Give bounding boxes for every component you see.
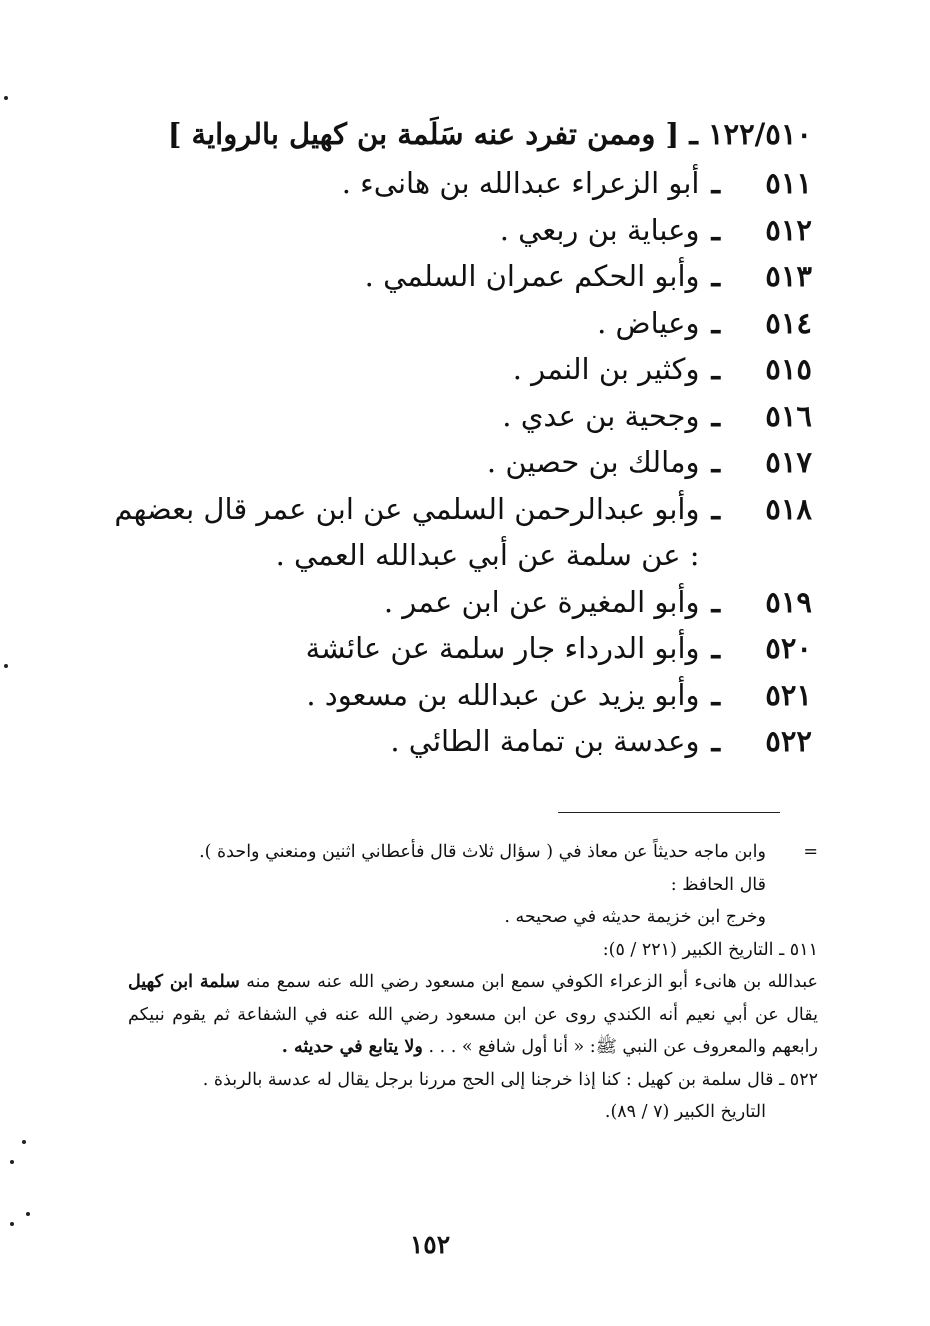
list-item <box>112 160 812 207</box>
entry-text: وأبو يزيد عن عبدالله بن مسعود . <box>306 677 700 712</box>
entry-dash: ـ <box>711 305 720 340</box>
entry-text: وعياض . <box>597 305 700 340</box>
entry-number: ٥١٩ <box>765 584 812 619</box>
page-number: ١٥٢ <box>409 1230 451 1259</box>
entry-number: ٥١٣ <box>765 259 812 293</box>
list-item <box>112 346 812 393</box>
entry-dash: ـ <box>711 631 720 665</box>
entry-number: ٥١٥ <box>765 352 812 386</box>
footnote-511-head: ٥١١ ـ التاريخ الكبير (٢٢١ / ٥): <box>602 939 818 960</box>
entry-number: ٥٢١ <box>765 677 812 712</box>
scan-speck <box>4 96 8 100</box>
footnote-bold-text: سلمة ابن كهيل <box>128 972 240 992</box>
scan-speck <box>22 1140 26 1144</box>
entry-dash: ـ <box>711 352 720 386</box>
footnote-text: يقال عن أبي نعيم أنه الكندي روى عن ابن مسعود رضي الله عنه في الشفاعة ثم يقوم نبيكم رابعهم والمعروف عن النبي ﷺ: « أنا أول شافع » . . . <box>128 1004 818 1057</box>
entry-number: ٥١٢ <box>765 212 812 247</box>
entry-dash: ـ <box>711 677 720 712</box>
scan-speck <box>10 1160 14 1164</box>
entry-dash: ـ <box>711 398 720 433</box>
footnote-continued <box>128 836 818 869</box>
continuation-marker: = <box>803 842 818 862</box>
entry-dash: ـ <box>711 445 720 479</box>
entry-text: ومالك بن حصين . <box>486 445 700 479</box>
entry-number: ٥٢٠ <box>765 631 812 665</box>
list-item <box>112 300 812 347</box>
list-item <box>112 253 812 300</box>
entry-number: ٥١١ <box>765 166 812 200</box>
entry-number: ٥١٦ <box>765 398 812 433</box>
list-item <box>112 625 812 672</box>
entry-number: ٥١٧ <box>765 445 812 479</box>
list-item <box>112 718 812 765</box>
entry-text: وجحية بن عدي . <box>502 398 700 433</box>
footnote-text: عبدالله بن هانىء أبو الزعراء الكوفي سمع ابن مسعود رضي الله عنه سمع منه <box>246 972 818 992</box>
footnote-text: التاريخ الكبير (٧ / ٨٩). <box>604 1102 766 1122</box>
entry-dash: ـ <box>711 212 720 247</box>
entry-text: أبو الزعراء عبدالله بن هانىء . <box>341 166 700 200</box>
footnote-511-body <box>128 966 818 1064</box>
footnote-text: وخرج ابن خزيمة حديثه في صحيحه . <box>504 907 766 927</box>
entry-dash: ـ <box>711 166 720 200</box>
footnote-bold-text: ولا يتابع في حديثه . <box>281 1037 423 1057</box>
scan-speck <box>10 1222 14 1226</box>
entry-number: ٥١٤ <box>765 305 812 340</box>
entry-text: وأبو الدرداء جار سلمة عن عائشة <box>305 631 700 665</box>
footnote-text: قال الحافظ : <box>670 874 766 895</box>
entry-text: وكثير بن النمر . <box>512 352 700 386</box>
entry-dash: ـ <box>711 724 720 758</box>
entry-dash: ـ <box>711 259 720 293</box>
list-item <box>112 672 812 719</box>
entry-number: ٥٢٢ <box>765 724 812 758</box>
entry-text: وأبو المغيرة عن ابن عمر . <box>383 584 700 619</box>
scan-speck <box>4 664 8 668</box>
entry-text: وأبو الحكم عمران السلمي . <box>364 259 700 293</box>
footnote-text: وابن ماجه حديثاً عن معاذ في ( سؤال ثلاث قال فأعطاني اثنين ومنعني واحدة ). <box>199 842 766 862</box>
scan-speck <box>26 1212 30 1216</box>
entry-dash: ـ <box>711 491 720 526</box>
list-item <box>112 393 812 440</box>
entry-dash: ـ <box>711 584 720 619</box>
narrator-list <box>112 160 812 765</box>
entry-number: ٥١٨ <box>765 491 812 526</box>
list-item <box>112 207 812 254</box>
entry-text: وأبو عبدالرحمن السلمي عن ابن عمر قال بعضهم : عن سلمة عن أبي عبدالله العمي . <box>114 491 700 572</box>
list-item <box>112 439 812 486</box>
list-item <box>112 579 812 626</box>
footnotes <box>128 836 818 1129</box>
entry-text: وعدسة بن تمامة الطائي . <box>390 724 700 758</box>
list-item <box>112 486 812 579</box>
footnote-522-head: ٥٢٢ ـ قال سلمة بن كهيل : كنا إذا خرجنا إلى الحج مررنا برجل يقال له عدسة بالربذة . <box>202 1069 818 1090</box>
entry-text: وعباية بن ربعي . <box>499 212 700 247</box>
footnote-divider <box>558 812 780 813</box>
section-heading: ١٢٢/٥١٠ ـ [ وممن تفرد عنه سَلَمة بن كهيل بالرواية ] <box>167 117 812 151</box>
